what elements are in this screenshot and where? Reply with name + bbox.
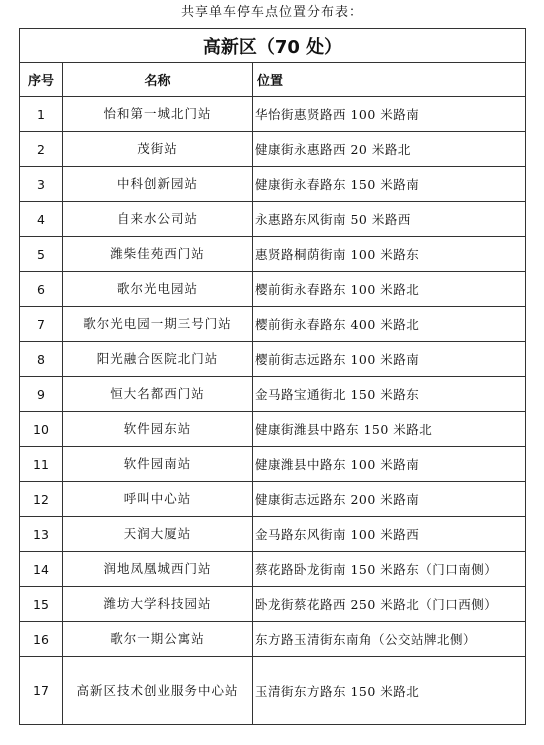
table-row	[20, 447, 526, 482]
row-location: 健康街永惠路西 20 米路北	[253, 132, 526, 167]
row-num: 10	[20, 412, 63, 447]
row-num: 8	[20, 342, 63, 377]
row-location: 玉清街东方路东 150 米路北	[253, 657, 526, 725]
row-name: 阳光融合医院北门站	[63, 342, 253, 377]
row-location: 永惠路东风街南 50 米路西	[253, 202, 526, 237]
row-name: 天润大厦站	[63, 517, 253, 552]
row-num: 16	[20, 622, 63, 657]
table-caption: 共享单车停车点位置分布表：	[180, 5, 363, 20]
row-location: 蔡花路卧龙街南 150 米路东（门口南侧）	[253, 552, 526, 587]
header-row	[20, 63, 526, 97]
row-num: 14	[20, 552, 63, 587]
table-row	[20, 342, 526, 377]
row-name: 歌尔光电园一期三号门站	[63, 307, 253, 342]
row-num: 7	[20, 307, 63, 342]
table-row	[20, 307, 526, 342]
row-num: 3	[20, 167, 63, 202]
row-name: 软件园南站	[63, 447, 253, 482]
row-num: 11	[20, 447, 63, 482]
row-name: 软件园东站	[63, 412, 253, 447]
table-row	[20, 272, 526, 307]
row-num: 15	[20, 587, 63, 622]
row-location: 健康街永春路东 150 米路南	[253, 167, 526, 202]
row-location: 东方路玉清街东南角（公交站牌北侧）	[253, 622, 526, 657]
table-row	[20, 412, 526, 447]
row-num: 17	[20, 657, 63, 725]
row-num: 2	[20, 132, 63, 167]
row-name: 潍柴佳苑西门站	[63, 237, 253, 272]
table-row	[20, 237, 526, 272]
table-row	[20, 587, 526, 622]
row-num: 13	[20, 517, 63, 552]
row-location: 健康街志远路东 200 米路南	[253, 482, 526, 517]
row-name: 润地凤凰城西门站	[63, 552, 253, 587]
row-location: 华怡街惠贤路西 100 米路南	[253, 97, 526, 132]
row-name: 中科创新园站	[63, 167, 253, 202]
row-num: 9	[20, 377, 63, 412]
row-location: 樱前街永春路东 100 米路北	[253, 272, 526, 307]
header-num: 序号	[20, 63, 63, 97]
table-row	[20, 517, 526, 552]
row-location: 金马路东风街南 100 米路西	[253, 517, 526, 552]
row-name: 怡和第一城北门站	[63, 97, 253, 132]
header-name: 名称	[63, 63, 253, 97]
table-row	[20, 622, 526, 657]
parking-points-table	[19, 28, 526, 725]
table-row	[20, 482, 526, 517]
row-location: 樱前街永春路东 400 米路北	[253, 307, 526, 342]
row-name: 呼叫中心站	[63, 482, 253, 517]
row-location: 卧龙街蔡花路西 250 米路北（门口西侧）	[253, 587, 526, 622]
region-row	[20, 29, 526, 63]
row-num: 12	[20, 482, 63, 517]
row-location: 金马路宝通街北 150 米路东	[253, 377, 526, 412]
row-name: 茂街站	[63, 132, 253, 167]
row-name: 恒大名都西门站	[63, 377, 253, 412]
table-row	[20, 657, 526, 725]
row-num: 6	[20, 272, 63, 307]
table-row	[20, 167, 526, 202]
row-location: 樱前街志远路东 100 米路南	[253, 342, 526, 377]
region-title: 高新区（70 处）	[20, 29, 526, 63]
row-num: 1	[20, 97, 63, 132]
row-location: 惠贤路桐荫街南 100 米路东	[253, 237, 526, 272]
table-row	[20, 552, 526, 587]
row-num: 5	[20, 237, 63, 272]
row-name: 自来水公司站	[63, 202, 253, 237]
header-location: 位置	[253, 63, 526, 97]
row-name: 高新区技术创业服务中心站	[63, 657, 253, 725]
row-location: 健康街潍县中路东 150 米路北	[253, 412, 526, 447]
table-row	[20, 97, 526, 132]
table-row	[20, 132, 526, 167]
table-row	[20, 202, 526, 237]
row-name: 歌尔光电园站	[63, 272, 253, 307]
row-name: 潍坊大学科技园站	[63, 587, 253, 622]
row-num: 4	[20, 202, 63, 237]
table-row	[20, 377, 526, 412]
row-location: 健康潍县中路东 100 米路南	[253, 447, 526, 482]
row-name: 歌尔一期公寓站	[63, 622, 253, 657]
